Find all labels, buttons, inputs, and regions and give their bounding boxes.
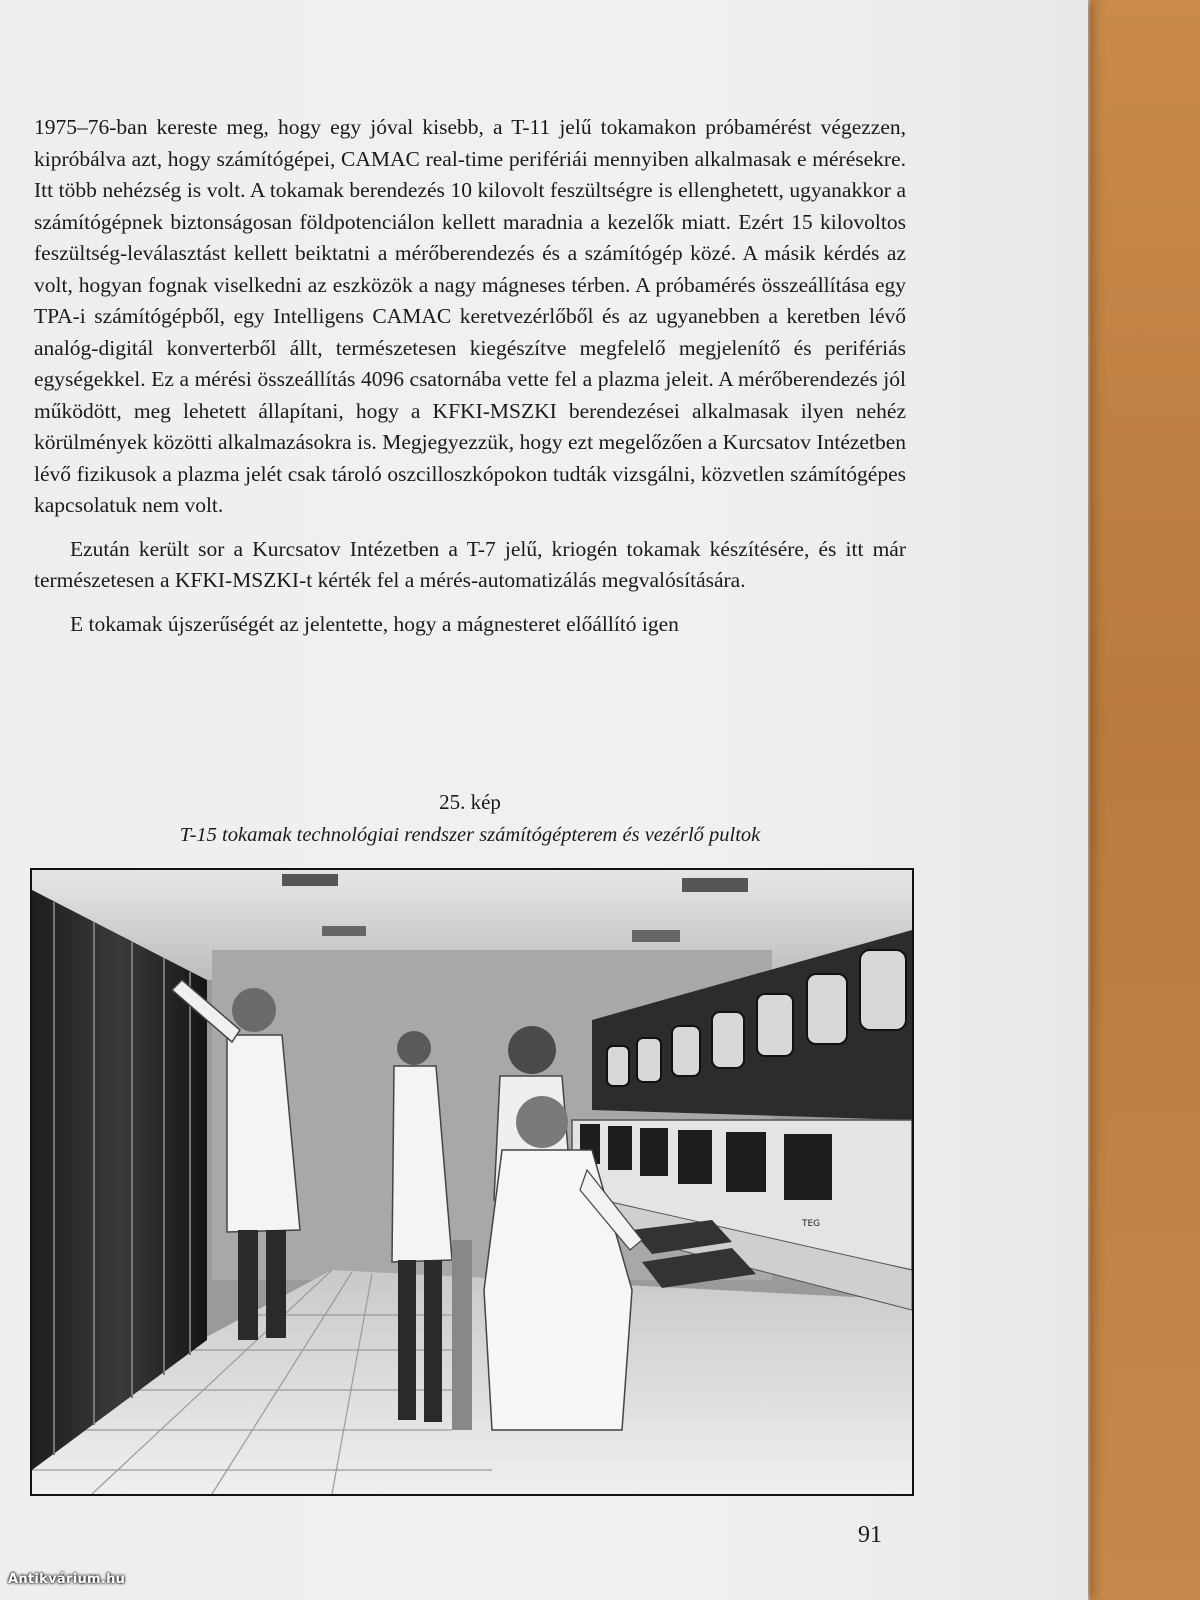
paragraph-3: E tokamak újszerűségét az jelentette, hogy a mágnesteret előállító igen bbox=[70, 611, 679, 636]
figure-photo bbox=[30, 868, 914, 1496]
ceiling-vent bbox=[632, 930, 680, 942]
paragraph-1: 1975–76-ban kereste meg, hogy egy jóval kisebb, a T-11 jelű tokamakon próbamérést végezzen, kipróbálva azt, hogy számítógépei, CAMAC real-time perifériái mennyiben alkalmasak e mérésekre. Itt több nehézség is volt. A tokamak berendezés 10 kilovolt feszültségre is ellenghetett, ugyanakkor a számítógépnek biztonságosan földpotenciálon kellett maradnia a kezelők miatt. Ezért 15 kilovoltos feszültség-leválasztást kellett beiktatni a mérőberendezés és a számítógép közé. A másik kérdés az volt, hogyan fognak viselkedni az eszközök a nagy mágneses térben. A próbamérés összeállítása egy TPA-i számítógépből, egy Intelligens CAMAC keretvezérlőből és az ugyanebben a keretben lévő analóg-digitál konverterből állt, természetesen kiegészítve megfelelő megjelenítő és perifériás egységekkel. Ez a mérési összeállítás 4096 csatornába vette fel a plazma jeleit. A mérőberendezés jól működött, meg lehetett állapítani, hogy a KFKI-MSZKI berendezései alkalmasak ilyen nehéz körülmények közötti alkalmazásokra is. Megjegyezzük, hogy ezt megelőzően a Kurcsatov Intézetben lévő fizikusok a plazma jelét csak tároló oszcilloszkópokon tudták vizsgálni, közvetlen számítógépes kapcsolatuk nem volt. bbox=[34, 115, 906, 517]
ceiling-vent bbox=[682, 878, 748, 892]
chair bbox=[452, 1240, 472, 1430]
ceiling-vent bbox=[322, 926, 366, 936]
ceiling-vent bbox=[282, 874, 338, 886]
console-label: TEG bbox=[802, 1219, 821, 1229]
paragraph-2: Ezután került sor a Kurcsatov Intézetben a T-7 jelű, kriogén tokamak készítésére, és itt már természetesen a KFKI-MSZKI-t kérték fel a mérés-automatizálás megvalósítására. bbox=[34, 536, 906, 592]
watermark-logo: Antikvárium.hu bbox=[8, 1572, 126, 1587]
page-number: 91 bbox=[858, 1522, 882, 1548]
figure-title: T-15 tokamak technológiai rendszer számítógépterem és vezérlő pultok bbox=[179, 824, 761, 846]
figure-number: 25. kép bbox=[439, 790, 501, 814]
body-text bbox=[34, 112, 906, 652]
control-room-illustration bbox=[32, 870, 912, 1494]
